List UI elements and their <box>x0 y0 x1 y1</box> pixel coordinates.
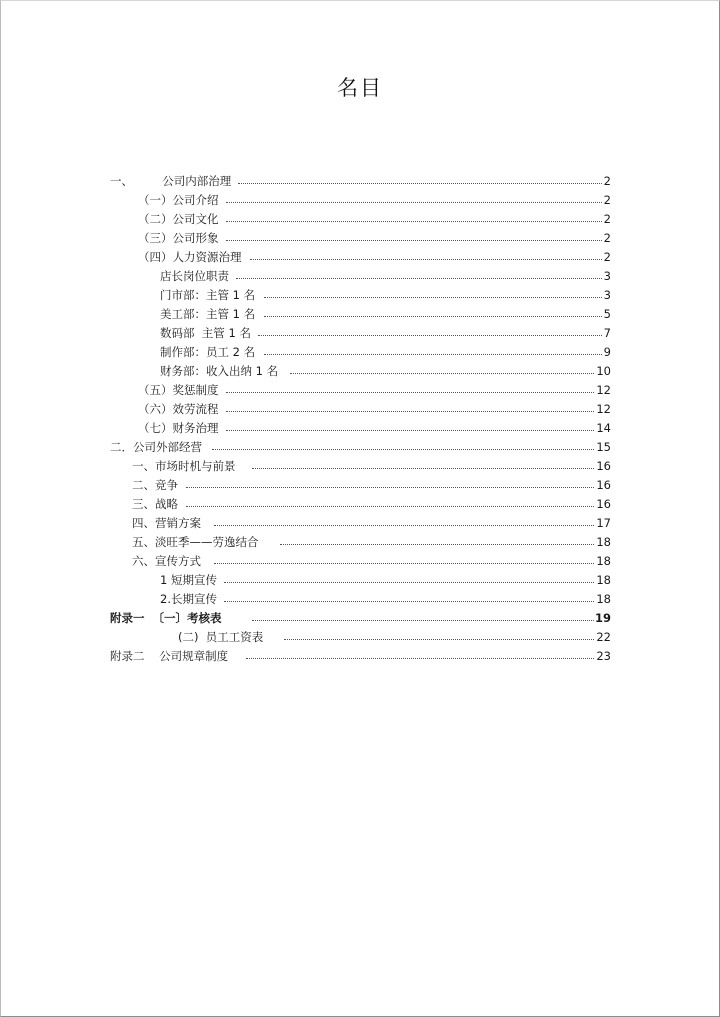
toc-entry-label: 二、竞争 <box>132 478 178 492</box>
toc-entry-label: （三）公司形象 <box>138 231 219 245</box>
dot-leader <box>226 430 596 431</box>
dot-leader <box>258 335 602 336</box>
dot-leader <box>226 240 602 241</box>
dot-leader <box>212 449 596 450</box>
toc-entry-label: （二）公司文化 <box>138 212 219 226</box>
dot-leader <box>246 658 596 659</box>
dot-leader <box>214 525 596 526</box>
toc-entry[interactable] <box>0 286 720 304</box>
toc-entry[interactable] <box>0 172 720 190</box>
dot-leader <box>250 259 602 260</box>
toc-entry-label: 门市部：主管 1 名 <box>160 288 256 302</box>
toc-entry[interactable] <box>0 381 720 399</box>
dot-leader <box>252 468 596 469</box>
dot-leader <box>226 392 596 393</box>
toc-entry-page: 2 <box>603 193 611 207</box>
toc-entry-label: （七）财务治理 <box>138 421 219 435</box>
toc-entry-page: 3 <box>603 288 611 302</box>
dot-leader <box>226 411 596 412</box>
toc-entry[interactable] <box>0 533 720 551</box>
dot-leader <box>224 601 596 602</box>
toc-entry-label: 二．公司外部经营 <box>110 440 202 454</box>
toc-entry-page: 9 <box>603 345 611 359</box>
dot-leader <box>186 487 596 488</box>
dot-leader <box>186 506 596 507</box>
toc-entry-label: 四、营销方案 <box>132 516 201 530</box>
dot-leader <box>264 354 602 355</box>
toc-entry-label: 附录一 〔一〕考核表 <box>110 611 222 625</box>
toc-entry-page: 7 <box>603 326 611 340</box>
toc-entry-page: 22 <box>596 630 611 644</box>
dot-leader <box>224 582 596 583</box>
dot-leader <box>214 563 596 564</box>
toc-entry[interactable] <box>0 324 720 342</box>
toc-entry[interactable] <box>0 495 720 513</box>
toc-entry[interactable] <box>0 210 720 228</box>
toc-entry-page: 3 <box>603 269 611 283</box>
toc-entry-label: 六、宣传方式 <box>132 554 201 568</box>
toc-entry[interactable] <box>0 552 720 570</box>
toc-entry-page: 17 <box>596 516 611 530</box>
toc-entry[interactable] <box>0 191 720 209</box>
toc-entry-page: 5 <box>603 307 611 321</box>
toc-entry[interactable] <box>0 476 720 494</box>
toc-entry[interactable] <box>0 362 720 380</box>
toc-entry[interactable] <box>0 438 720 456</box>
toc-entry-page: 19 <box>594 611 611 625</box>
toc-entry-label: 三、战略 <box>132 497 178 511</box>
toc-entry-page: 15 <box>596 440 611 454</box>
dot-leader <box>226 202 602 203</box>
toc-entry-label: 制作部：员工 2 名 <box>160 345 256 359</box>
toc-entry-label: 一、 公司内部治理 <box>110 174 232 188</box>
toc-entry-page: 16 <box>596 459 611 473</box>
toc-entry[interactable] <box>0 514 720 532</box>
toc-entry[interactable] <box>0 229 720 247</box>
dot-leader <box>290 373 596 374</box>
toc-entry-label: （四）人力资源治理 <box>138 250 242 264</box>
toc-entry[interactable] <box>0 400 720 418</box>
toc-entry[interactable] <box>0 267 720 285</box>
document-title: 名目 <box>337 76 383 100</box>
toc-entry[interactable] <box>0 609 720 627</box>
toc-entry-label: 财务部：收入出纳 1 名 <box>160 364 279 378</box>
toc-entry-page: 2 <box>603 250 611 264</box>
dot-leader <box>252 620 596 621</box>
toc-entry-label: 附录二 公司规章制度 <box>110 649 229 663</box>
toc-entry[interactable] <box>0 647 720 665</box>
toc-entry[interactable] <box>0 419 720 437</box>
toc-entry[interactable] <box>0 248 720 266</box>
toc-entry[interactable] <box>0 590 720 608</box>
toc-entry-label: 美工部：主管 1 名 <box>160 307 256 321</box>
toc-entry-page: 23 <box>596 649 611 663</box>
toc-entry[interactable] <box>0 457 720 475</box>
dot-leader <box>264 297 602 298</box>
toc-entry[interactable] <box>0 343 720 361</box>
toc-entry-label: 一、市场时机与前景 <box>132 459 236 473</box>
toc-entry-page: 18 <box>596 592 611 606</box>
toc-entry[interactable] <box>0 305 720 323</box>
dot-leader <box>226 221 602 222</box>
dot-leader <box>280 544 596 545</box>
dot-leader <box>264 316 602 317</box>
toc-entry[interactable] <box>0 571 720 589</box>
dot-leader <box>236 278 602 279</box>
toc-entry-label: （六）效劳流程 <box>138 402 219 416</box>
toc-entry-page: 18 <box>596 554 611 568</box>
toc-entry-page: 10 <box>596 364 611 378</box>
toc-entry-label: 数码部 主管 1 名 <box>160 326 251 340</box>
toc-entry-page: 18 <box>596 535 611 549</box>
toc-entry-label: （一）公司介绍 <box>138 193 219 207</box>
toc-entry-label: (二) 员工工资表 <box>178 630 264 644</box>
dot-leader <box>238 183 602 184</box>
toc-entry-page: 12 <box>596 383 611 397</box>
toc-entry-label: 2.长期宣传 <box>160 592 217 606</box>
toc-entry[interactable] <box>0 628 720 646</box>
toc-entry-page: 16 <box>596 497 611 511</box>
toc-entry-page: 16 <box>596 478 611 492</box>
toc-entry-label: 店长岗位职责 <box>160 269 229 283</box>
toc-entry-label: 1 短期宣传 <box>160 573 217 587</box>
toc-entry-page: 18 <box>596 573 611 587</box>
dot-leader <box>284 639 596 640</box>
toc-entry-label: （五）奖惩制度 <box>138 383 219 397</box>
toc-entry-page: 2 <box>603 212 611 226</box>
toc-entry-page: 14 <box>596 421 611 435</box>
toc-entry-page: 2 <box>603 174 611 188</box>
toc-entry-page: 12 <box>596 402 611 416</box>
toc-entry-label: 五、淡旺季——劳逸结合 <box>132 535 259 549</box>
toc-entry-page: 2 <box>603 231 611 245</box>
